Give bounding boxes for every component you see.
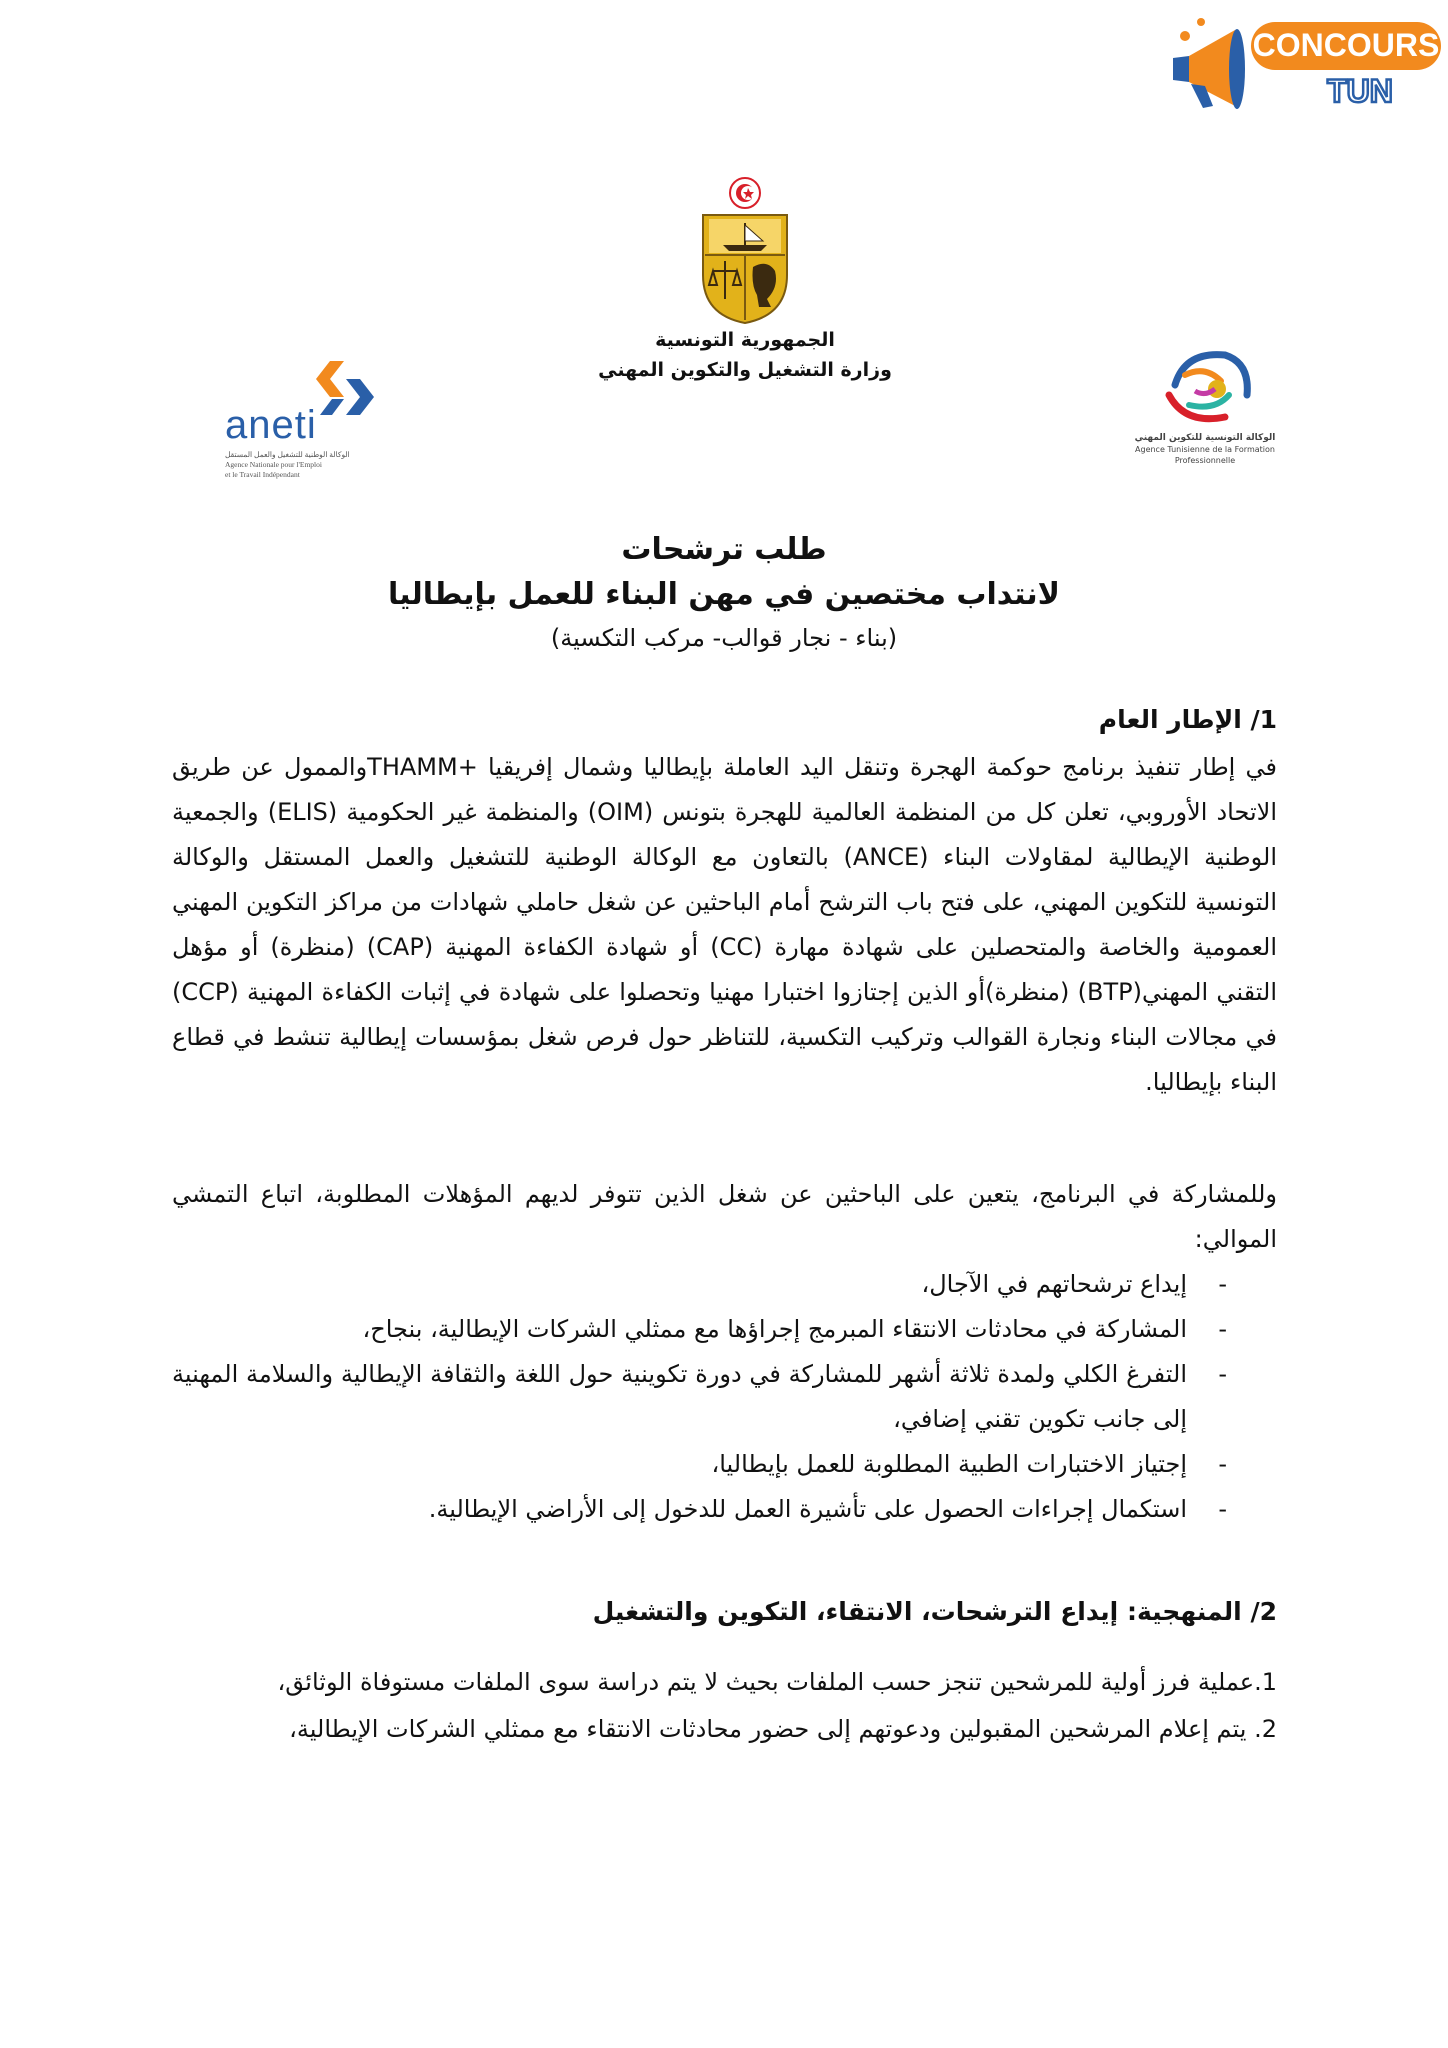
- ministry-name: وزارة التشغيل والتكوين المهني: [598, 359, 892, 381]
- concours-tun-logo: [1165, 8, 1448, 120]
- methodology-steps: [172, 1660, 1277, 1754]
- document-title-block: [300, 528, 1148, 658]
- aneti-subtitle: الوكالة الوطنية للتشغيل والعمل المستقل Agence Nationale pour l'Emploi et le Travail Indépendant: [225, 450, 350, 479]
- section2-heading: 2/ المنهجية: إيداع الترشحات، الانتقاء، التكوين والتشغيل: [592, 1597, 1277, 1626]
- brand-line2: TUN: [1327, 73, 1393, 109]
- megaphone-icon: [1173, 18, 1245, 109]
- atfp-logo: [1134, 345, 1276, 470]
- title-trades: (بناء - نجار قوالب- مركب التكسية): [550, 624, 898, 652]
- atfp-text: الوكالة التونسية للتكوين المهني Agence Tunisienne de la Formation Professionnelle: [1134, 433, 1276, 465]
- aneti-name: aneti: [225, 403, 317, 447]
- list-item: - إجتياز الاختبارات الطبية المطلوبة للعمل بإيطاليا،: [711, 1450, 1227, 1478]
- requirements-list: [172, 1262, 1277, 1532]
- atfp-swirl-icon: [1155, 345, 1255, 433]
- ministry-header: [560, 325, 930, 385]
- list-item: 2. يتم إعلام المرشحين المقبولين ودعوتهم إلى حضور محادثات الانتقاء مع ممثلي الشركات الإيطالية،: [289, 1715, 1277, 1743]
- coat-of-arms-icon: [695, 175, 795, 325]
- list-item: - استكمال إجراءات الحصول على تأشيرة العمل للدخول إلى الأراضي الإيطالية.: [428, 1495, 1227, 1523]
- aneti-logo: [225, 355, 395, 485]
- section1-heading: 1/ الإطار العام: [1098, 705, 1277, 734]
- country-name: الجمهورية التونسية: [655, 329, 835, 351]
- title-call-for-applications: طلب ترشحات: [621, 532, 827, 567]
- list-item: - المشاركة في محادثات الانتقاء المبرمج إجراؤها مع ممثلي الشركات الإيطالية، بنجاح،: [362, 1315, 1227, 1343]
- title-recruitment: لانتداب مختصين في مهن البناء للعمل بإيطاليا: [388, 577, 1060, 612]
- list-item: - إيداع ترشحاتهم في الآجال،: [921, 1270, 1227, 1298]
- section1-paragraph2: وللمشاركة في البرنامج، يتعين على الباحثين عن شغل الذين تتوفر لديهم المؤهلات المطلوبة، اتباع التمشي الموالي:: [172, 1180, 1277, 1253]
- aneti-mark-icon: [310, 355, 380, 435]
- list-item: - التفرغ الكلي ولمدة ثلاثة أشهر للمشاركة في دورة تكوينية حول اللغة والثقافة الإيطالية والسلامة المهنية إلى جانب تكوين تقني إضافي،: [172, 1360, 1227, 1433]
- brand-line1: CONCOURS: [1252, 27, 1440, 63]
- list-item: 1.عملية فرز أولية للمرشحين تنجز حسب الملفات بحيث لا يتم دراسة سوى الملفات مستوفاة الوثائق،: [277, 1668, 1277, 1696]
- section1-paragraph1: في إطار تنفيذ برنامج حوكمة الهجرة وتنقل اليد العاملة بإيطاليا وشمال إفريقيا +THAMMوالممول عن طريق الاتحاد الأوروبي، تعلن كل من المنظمة العالمية للهجرة بتونس (OIM) والمنظمة غير الحكومية (ELIS) والجمعية الوطنية الإيطالية لمقاولات البناء (ANCE) بالتعاون مع الوكالة الوطنية للتشغيل والعمل المستقل والوكالة التونسية للتكوين المهني، على فتح باب الترشح أمام الباحثين عن شغل حاملي شهادات من مراكز التكوين المهني العمومية والخاصة والمتحصلين على شهادة مهارة (CC) أو شهادة الكفاءة المهنية (CAP) (منظرة) أو مؤهل التقني المهني(BTP) (منظرة)أو الذين إجتازوا اختبارا مهنيا وتحصلوا على شهادة في إثبات الكفاءة المهنية (CCP) في مجالات البناء ونجارة القوالب وتركيب التكسية، للتناظر حول فرص شغل بمؤسسات إيطالية تنشط في قطاع البناء بإيطاليا.: [172, 753, 1278, 1096]
